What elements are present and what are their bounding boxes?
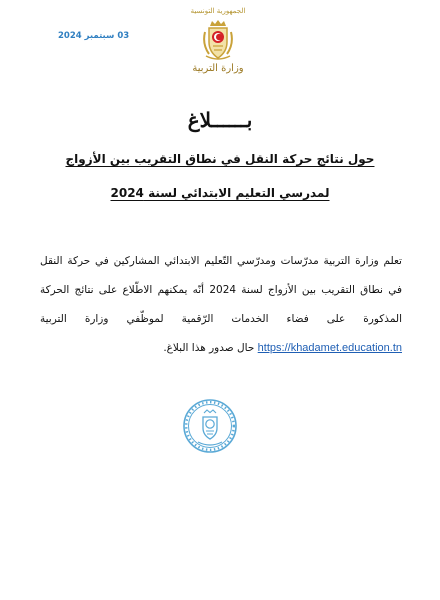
republic-name: الجمهورية التونسية <box>190 7 246 15</box>
official-stamp-icon <box>182 398 238 454</box>
announcement-text-part-2: حال صدور هذا البلاغ. <box>163 342 258 354</box>
khadamet-link[interactable]: https://khadamet.education.tn <box>257 342 402 354</box>
ministry-logo <box>178 7 258 93</box>
document-subtitle-line-1: حول نتائج حركة النقل في نطاق التقريب بين الأزواج <box>65 152 375 166</box>
document-date: 03 سبتمبر 2024 <box>58 31 130 41</box>
document-title: بــــــلاغ <box>187 108 253 132</box>
tunisia-coat-of-arms-icon <box>201 18 235 62</box>
ministry-name: وزارة التربية <box>192 63 244 74</box>
announcement-text-part-1: تعلم وزارة التربية مدرّسات ومدرّسي التّعليم الابتدائي المشاركين في حركة النقل في نطاق التقريب بين الأزواج لسنة 2024 أنّه يمكنهم الاطّلاع على نتائج الحركة المذكورة على فضاء الخدمات الرّقمية لموظّفي وزارة التربية <box>40 255 402 325</box>
document-subtitle-line-2: لمدرسي التعليم الابتدائي لسنة 2024 <box>110 186 330 200</box>
announcement-body <box>40 247 402 363</box>
